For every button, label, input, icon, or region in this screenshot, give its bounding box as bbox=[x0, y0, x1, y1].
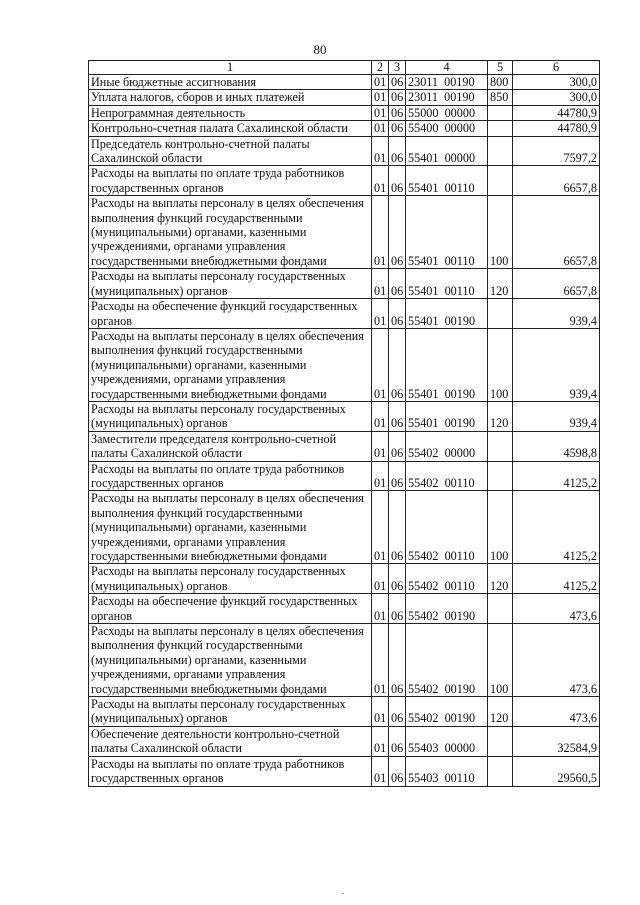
table-row bbox=[89, 756, 600, 786]
row-amount: 939,4 bbox=[513, 401, 600, 431]
row-section: 01 bbox=[372, 564, 389, 594]
row-name: Заместители председателя контрольно-счетной палаты Сахалинской области bbox=[89, 431, 372, 461]
column-header: 2 bbox=[372, 61, 389, 75]
row-name: Расходы на обеспечение функций государственных органов bbox=[89, 594, 372, 624]
row-amount: 473,6 bbox=[513, 624, 600, 697]
row-section: 01 bbox=[372, 697, 389, 727]
row-target-article: 55401 00000 bbox=[406, 136, 488, 166]
table-row bbox=[89, 136, 600, 166]
row-amount: 44780,9 bbox=[513, 121, 600, 136]
row-name: Расходы на выплаты персоналу государственных (муниципальных) органов bbox=[89, 269, 372, 299]
row-expense-type: 100 bbox=[488, 196, 513, 269]
row-amount: 4598,8 bbox=[513, 431, 600, 461]
row-section: 01 bbox=[372, 166, 389, 196]
row-name: Расходы на выплаты по оплате труда работников государственных органов bbox=[89, 756, 372, 786]
row-target-article: 55401 00110 bbox=[406, 196, 488, 269]
row-target-article: 55402 00190 bbox=[406, 624, 488, 697]
row-amount: 473,6 bbox=[513, 594, 600, 624]
table-row bbox=[89, 75, 600, 90]
row-expense-type bbox=[488, 136, 513, 166]
row-name: Иные бюджетные ассигнования bbox=[89, 75, 372, 90]
row-target-article: 55401 00190 bbox=[406, 299, 488, 329]
row-section: 01 bbox=[372, 136, 389, 166]
row-section: 01 bbox=[372, 90, 389, 105]
row-subsection: 06 bbox=[389, 697, 406, 727]
row-section: 01 bbox=[372, 726, 389, 756]
row-target-article: 55402 00000 bbox=[406, 431, 488, 461]
row-section: 01 bbox=[372, 105, 389, 120]
row-section: 01 bbox=[372, 196, 389, 269]
table-row bbox=[89, 90, 600, 105]
row-section: 01 bbox=[372, 75, 389, 90]
row-section: 01 bbox=[372, 594, 389, 624]
row-target-article: 55000 00000 bbox=[406, 105, 488, 120]
row-expense-type: 850 bbox=[488, 90, 513, 105]
row-amount: 32584,9 bbox=[513, 726, 600, 756]
row-name: Расходы на выплаты персоналу в целях обеспечения выполнения функций государственными (муниципальными) органами, казенными учреждениями, органами управления государственными внебюджетными фондами bbox=[89, 196, 372, 269]
row-expense-type: 800 bbox=[488, 75, 513, 90]
row-subsection: 06 bbox=[389, 756, 406, 786]
row-amount: 939,4 bbox=[513, 328, 600, 401]
table-row bbox=[89, 564, 600, 594]
row-target-article: 55402 00110 bbox=[406, 491, 488, 564]
row-expense-type bbox=[488, 105, 513, 120]
row-subsection: 06 bbox=[389, 726, 406, 756]
row-section: 01 bbox=[372, 624, 389, 697]
row-name: Расходы на выплаты персоналу в целях обеспечения выполнения функций государственными (муниципальными) органами, казенными учреждениями, органами управления государственными внебюджетными фондами bbox=[89, 491, 372, 564]
row-amount: 4125,2 bbox=[513, 564, 600, 594]
row-expense-type: 120 bbox=[488, 564, 513, 594]
table-row bbox=[89, 726, 600, 756]
row-name: Расходы на выплаты персоналу государственных (муниципальных) органов bbox=[89, 697, 372, 727]
row-section: 01 bbox=[372, 401, 389, 431]
table-row bbox=[89, 121, 600, 136]
table-row bbox=[89, 299, 600, 329]
row-target-article: 55401 00110 bbox=[406, 269, 488, 299]
column-header: 5 bbox=[488, 61, 513, 75]
page-number: 80 bbox=[313, 42, 327, 57]
table-row bbox=[89, 461, 600, 491]
row-name: Уплата налогов, сборов и иных платежей bbox=[89, 90, 372, 105]
row-target-article: 55403 00110 bbox=[406, 756, 488, 786]
table-header-row bbox=[89, 61, 600, 75]
row-target-article: 55401 00190 bbox=[406, 401, 488, 431]
row-expense-type: 120 bbox=[488, 269, 513, 299]
row-expense-type bbox=[488, 756, 513, 786]
table-row bbox=[89, 594, 600, 624]
scan-mark bbox=[342, 893, 344, 894]
row-amount: 300,0 bbox=[513, 90, 600, 105]
row-amount: 4125,2 bbox=[513, 491, 600, 564]
row-expense-type bbox=[488, 431, 513, 461]
table-row bbox=[89, 624, 600, 697]
budget-table bbox=[88, 60, 600, 787]
row-section: 01 bbox=[372, 328, 389, 401]
table-row bbox=[89, 401, 600, 431]
row-target-article: 55403 00000 bbox=[406, 726, 488, 756]
row-section: 01 bbox=[372, 491, 389, 564]
row-amount: 939,4 bbox=[513, 299, 600, 329]
row-expense-type bbox=[488, 594, 513, 624]
row-amount: 4125,2 bbox=[513, 461, 600, 491]
row-name: Непрограммная деятельность bbox=[89, 105, 372, 120]
row-expense-type: 100 bbox=[488, 624, 513, 697]
row-expense-type bbox=[488, 121, 513, 136]
row-expense-type: 120 bbox=[488, 697, 513, 727]
row-subsection: 06 bbox=[389, 75, 406, 90]
row-expense-type: 100 bbox=[488, 328, 513, 401]
row-name: Обеспечение деятельности контрольно-счетной палаты Сахалинской области bbox=[89, 726, 372, 756]
row-subsection: 06 bbox=[389, 401, 406, 431]
row-name: Расходы на выплаты персоналу государственных (муниципальных) органов bbox=[89, 564, 372, 594]
row-section: 01 bbox=[372, 431, 389, 461]
row-amount: 6657,8 bbox=[513, 269, 600, 299]
row-amount: 6657,8 bbox=[513, 196, 600, 269]
row-expense-type: 120 bbox=[488, 401, 513, 431]
row-target-article: 55401 00110 bbox=[406, 166, 488, 196]
column-header: 1 bbox=[89, 61, 372, 75]
table-row bbox=[89, 431, 600, 461]
table-row bbox=[89, 105, 600, 120]
row-section: 01 bbox=[372, 299, 389, 329]
column-header: 4 bbox=[406, 61, 488, 75]
row-name: Расходы на выплаты персоналу в целях обеспечения выполнения функций государственными (муниципальными) органами, казенными учреждениями, органами управления государственными внебюджетными фондами bbox=[89, 328, 372, 401]
row-expense-type bbox=[488, 166, 513, 196]
row-name: Председатель контрольно-счетной палаты Сахалинской области bbox=[89, 136, 372, 166]
row-expense-type bbox=[488, 461, 513, 491]
row-subsection: 06 bbox=[389, 105, 406, 120]
row-target-article: 23011 00190 bbox=[406, 75, 488, 90]
row-section: 01 bbox=[372, 461, 389, 491]
row-subsection: 06 bbox=[389, 564, 406, 594]
row-target-article: 23011 00190 bbox=[406, 90, 488, 105]
column-header: 3 bbox=[389, 61, 406, 75]
row-target-article: 55402 00110 bbox=[406, 564, 488, 594]
table-row bbox=[89, 697, 600, 727]
row-expense-type bbox=[488, 299, 513, 329]
row-name: Расходы на обеспечение функций государственных органов bbox=[89, 299, 372, 329]
row-name: Расходы на выплаты персоналу государственных (муниципальных) органов bbox=[89, 401, 372, 431]
table-row bbox=[89, 166, 600, 196]
row-subsection: 06 bbox=[389, 431, 406, 461]
row-subsection: 06 bbox=[389, 461, 406, 491]
row-name: Контрольно-счетная палата Сахалинской области bbox=[89, 121, 372, 136]
row-amount: 44780,9 bbox=[513, 105, 600, 120]
row-section: 01 bbox=[372, 756, 389, 786]
row-amount: 6657,8 bbox=[513, 166, 600, 196]
row-amount: 29560,5 bbox=[513, 756, 600, 786]
row-subsection: 06 bbox=[389, 269, 406, 299]
table-row bbox=[89, 196, 600, 269]
row-amount: 473,6 bbox=[513, 697, 600, 727]
row-subsection: 06 bbox=[389, 594, 406, 624]
row-subsection: 06 bbox=[389, 624, 406, 697]
row-subsection: 06 bbox=[389, 166, 406, 196]
row-subsection: 06 bbox=[389, 121, 406, 136]
row-subsection: 06 bbox=[389, 491, 406, 564]
row-subsection: 06 bbox=[389, 136, 406, 166]
row-expense-type bbox=[488, 726, 513, 756]
row-name: Расходы на выплаты персоналу в целях обеспечения выполнения функций государственными (муниципальными) органами, казенными учреждениями, органами управления государственными внебюджетными фондами bbox=[89, 624, 372, 697]
row-subsection: 06 bbox=[389, 328, 406, 401]
table-row bbox=[89, 328, 600, 401]
table-row bbox=[89, 269, 600, 299]
table-row bbox=[89, 491, 600, 564]
row-expense-type: 100 bbox=[488, 491, 513, 564]
row-subsection: 06 bbox=[389, 299, 406, 329]
row-amount: 7597,2 bbox=[513, 136, 600, 166]
row-target-article: 55402 00190 bbox=[406, 697, 488, 727]
row-amount: 300,0 bbox=[513, 75, 600, 90]
row-subsection: 06 bbox=[389, 196, 406, 269]
row-section: 01 bbox=[372, 269, 389, 299]
row-target-article: 55401 00190 bbox=[406, 328, 488, 401]
column-header: 6 bbox=[513, 61, 600, 75]
row-target-article: 55402 00110 bbox=[406, 461, 488, 491]
row-target-article: 55402 00190 bbox=[406, 594, 488, 624]
row-section: 01 bbox=[372, 121, 389, 136]
row-target-article: 55400 00000 bbox=[406, 121, 488, 136]
row-name: Расходы на выплаты по оплате труда работников государственных органов bbox=[89, 461, 372, 491]
row-name: Расходы на выплаты по оплате труда работников государственных органов bbox=[89, 166, 372, 196]
row-subsection: 06 bbox=[389, 90, 406, 105]
